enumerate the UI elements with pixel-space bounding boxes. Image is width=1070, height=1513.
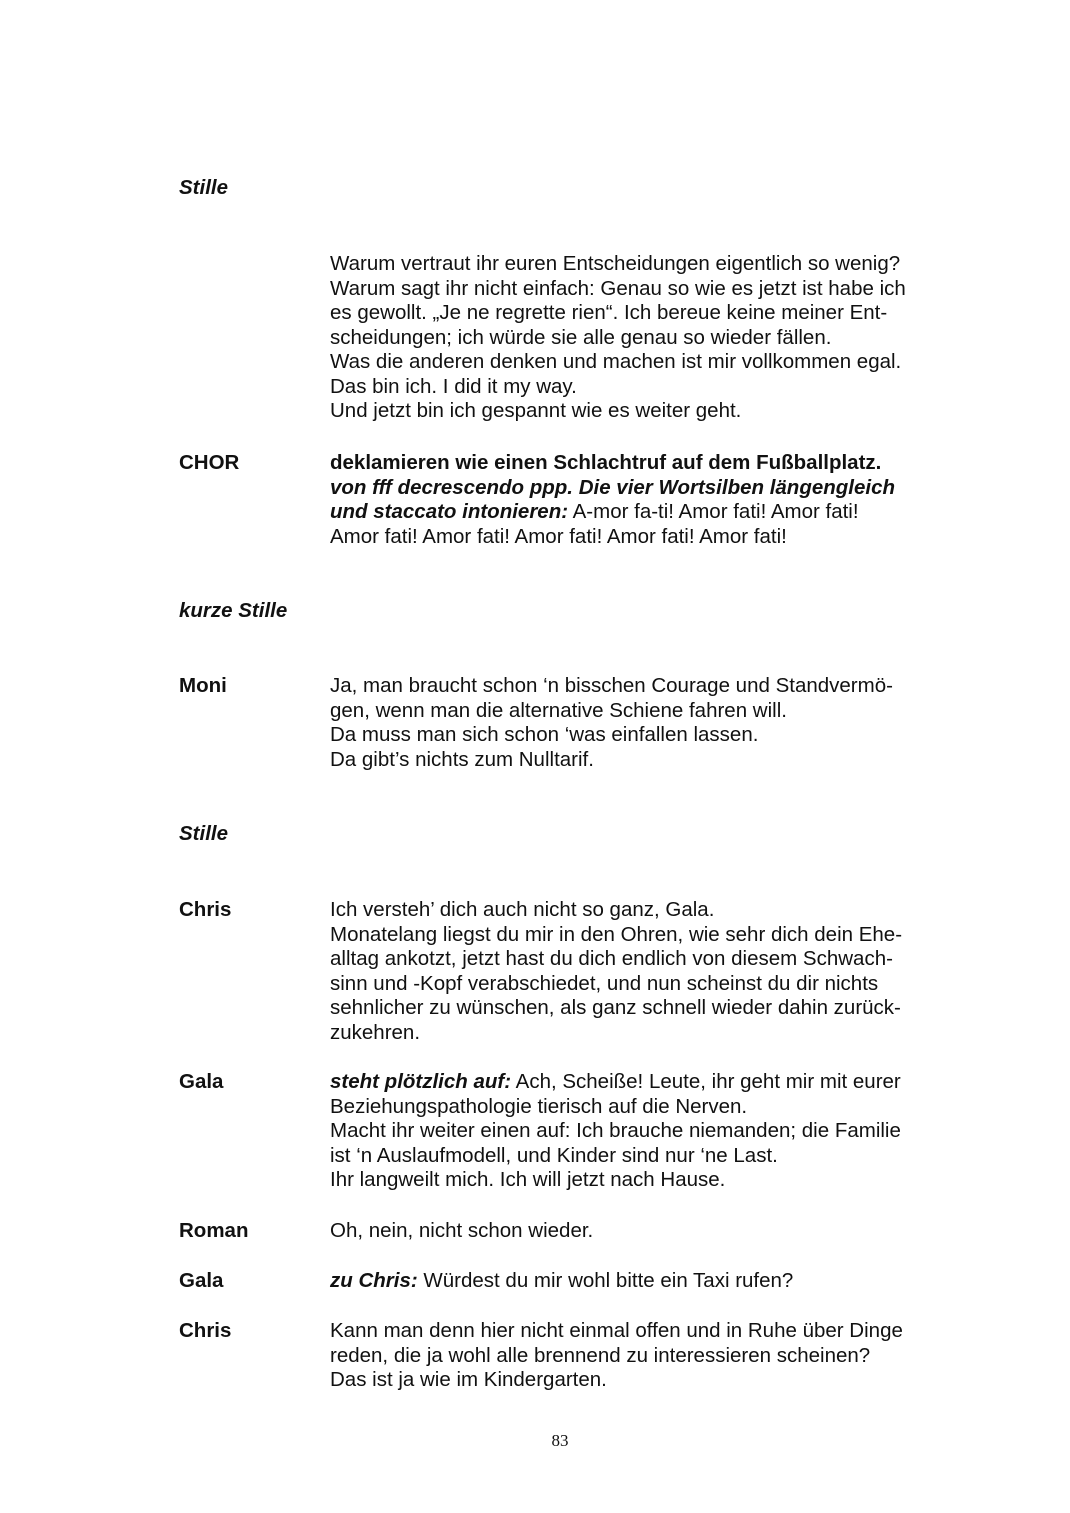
text-line bbox=[330, 1070, 950, 1095]
speaker-gala: Gala bbox=[179, 1070, 224, 1093]
text-line: es gewollt. „Je ne regrette rien“. Ich bereue keine meiner Ent- bbox=[330, 301, 888, 324]
text-line: Das bin ich. I did it my way. bbox=[330, 374, 577, 398]
chris-text bbox=[330, 898, 950, 1045]
roman-text bbox=[330, 1219, 950, 1244]
text-line: scheidungen; ich würde sie alle genau so wieder fällen. bbox=[330, 325, 832, 349]
monologue-text bbox=[330, 252, 950, 424]
text-line: Und jetzt bin ich gespannt wie es weiter geht. bbox=[330, 399, 742, 422]
text-line: Warum vertraut ihr euren Entscheidungen eigentlich so wenig? bbox=[330, 252, 901, 275]
text-line: Da muss man sich schon ‘was einfallen lassen. bbox=[330, 723, 759, 746]
speaker-moni: Moni bbox=[179, 674, 227, 697]
text-line: sehnlicher zu wünschen, als ganz schnell wieder dahin zurück- bbox=[330, 996, 901, 1019]
text-line: reden, die ja wohl alle brennend zu interessieren scheinen? bbox=[330, 1343, 871, 1367]
text-line: gen, wenn man die alternative Schiene fahren will. bbox=[330, 698, 787, 722]
text-line bbox=[330, 1269, 950, 1294]
text-line: Beziehungspathologie tierisch auf die Nerven. bbox=[330, 1094, 748, 1118]
dialogue-text: Würdest du mir wohl bitte ein Taxi rufen? bbox=[417, 1269, 794, 1292]
stage-direction-italic: steht plötzlich auf: bbox=[330, 1070, 512, 1093]
text-line: Warum sagt ihr nicht einfach: Genau so wie es jetzt ist habe ich bbox=[330, 276, 906, 300]
text-line bbox=[330, 500, 950, 525]
text-line: Ich versteh’ dich auch nicht so ganz, Gala. bbox=[330, 898, 715, 921]
stage-direction-stille: Stille bbox=[179, 822, 228, 845]
chor-chant: A-mor fa-ti! Amor fati! Amor fati! bbox=[568, 500, 859, 523]
text-line: Das ist ja wie im Kindergarten. bbox=[330, 1368, 607, 1391]
gala-text bbox=[330, 1070, 950, 1193]
stage-direction-kurze-stille: kurze Stille bbox=[179, 599, 288, 622]
text-line: Oh, nein, nicht schon wieder. bbox=[330, 1219, 594, 1242]
speaker-chris: Chris bbox=[179, 1319, 232, 1342]
speaker-gala: Gala bbox=[179, 1269, 224, 1292]
text-line: ist ‘n Auslaufmodell, und Kinder sind nur ‘ne Last. bbox=[330, 1143, 778, 1167]
stage-direction-italic: von fff decrescendo ppp. Die vier Wortsilben längengleich bbox=[330, 475, 896, 499]
stage-direction-bold: deklamieren wie einen Schlachtruf auf dem Fußballplatz. bbox=[330, 451, 882, 474]
moni-text bbox=[330, 674, 950, 772]
text-line: Macht ihr weiter einen auf: Ich brauche niemanden; die Familie bbox=[330, 1119, 901, 1142]
chor-text bbox=[330, 451, 950, 549]
chris-text bbox=[330, 1319, 950, 1393]
text-line: Was die anderen denken und machen ist mir vollkommen egal. bbox=[330, 350, 902, 373]
stage-direction-stille: Stille bbox=[179, 176, 228, 199]
text-line: Ihr langweilt mich. Ich will jetzt nach Hause. bbox=[330, 1168, 726, 1191]
stage-direction-italic: zu Chris: bbox=[330, 1269, 418, 1292]
dialogue-text: Ach, Scheiße! Leute, ihr geht mir mit eurer bbox=[511, 1070, 901, 1093]
speaker-roman: Roman bbox=[179, 1219, 249, 1242]
text-line: alltag ankotzt, jetzt hast du dich endlich von diesem Schwach- bbox=[330, 947, 893, 970]
text-line: sinn und -Kopf verabschiedet, und nun scheinst du dir nichts bbox=[330, 971, 879, 995]
chor-chant: Amor fati! Amor fati! Amor fati! Amor fati! Amor fati! bbox=[330, 524, 787, 548]
stage-direction-italic: und staccato intonieren: bbox=[330, 500, 569, 523]
speaker-chris: Chris bbox=[179, 898, 232, 921]
speaker-chor: CHOR bbox=[179, 451, 240, 474]
gala-text bbox=[330, 1269, 950, 1294]
text-line: zukehren. bbox=[330, 1020, 421, 1044]
page-number: 83 bbox=[551, 1431, 569, 1450]
text-line: Da gibt’s nichts zum Nulltarif. bbox=[330, 747, 594, 771]
text-line: Ja, man braucht schon ‘n bisschen Courage und Standvermö- bbox=[330, 674, 893, 697]
text-line: Monatelang liegst du mir in den Ohren, wie sehr dich dein Ehe- bbox=[330, 922, 903, 946]
text-line: Kann man denn hier nicht einmal offen und in Ruhe über Dinge bbox=[330, 1319, 903, 1342]
